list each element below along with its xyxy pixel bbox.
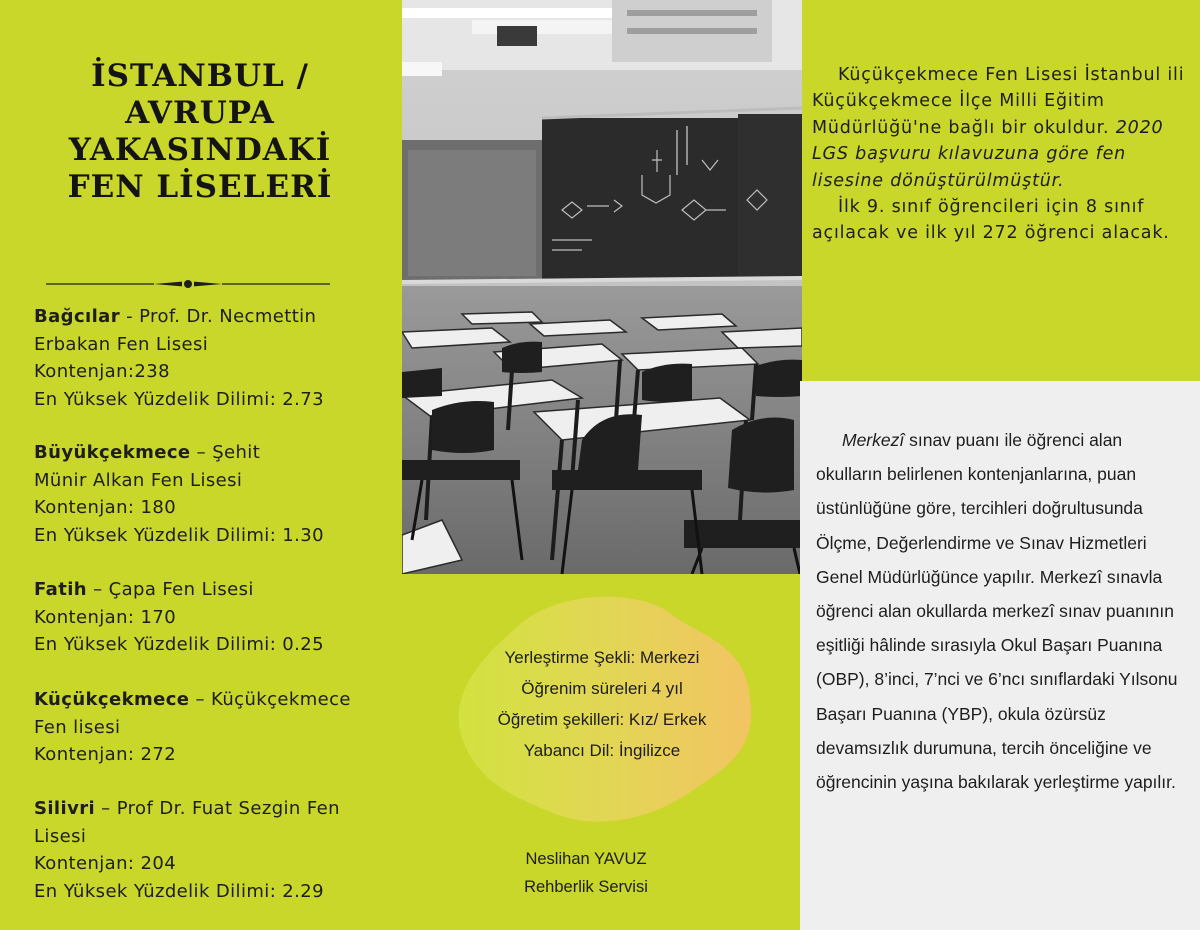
school-name: – Küçükçekmece (189, 689, 351, 710)
school-detail: Fen lisesi (34, 716, 121, 738)
school-name: - Prof. Dr. Necmettin (119, 306, 317, 327)
detail-duration: Öğrenim süreleri 4 yıl (521, 679, 683, 698)
district-name: Bağcılar (34, 306, 120, 327)
intro-text: Küçükçekmece Fen Lisesi İstanbul ili Küçükçekmece İlçe Milli Eğitim Müdürlüğü'ne bağlı bir okuldur. (812, 65, 1185, 138)
detail-education-type: Öğretim şekilleri: Kız/ Erkek (497, 710, 707, 729)
page-title (20, 58, 380, 206)
title-line: YAKASINDAKİ (68, 132, 332, 168)
intro-italic-text: 2020 LGS başvuru kılavuzuna göre fen lisesine dönüştürülmüştür. (812, 117, 1164, 191)
school-entry-silivri (34, 795, 384, 905)
school-entry-kucukcekmece (34, 686, 384, 769)
intro-paragraph (812, 62, 1190, 194)
school-name: – Çapa Fen Lisesi (86, 579, 254, 600)
district-name: Büyükçekmece (34, 442, 191, 463)
school-percentile: En Yüksek Yüzdelik Dilimi: 2.29 (34, 880, 324, 902)
district-name: Fatih (34, 579, 87, 600)
school-detail: Erbakan Fen Lisesi (34, 333, 209, 355)
school-percentile: En Yüksek Yüzdelik Dilimi: 2.73 (34, 388, 324, 410)
classroom-photo (402, 0, 802, 574)
placement-info-text (816, 423, 1186, 799)
title-line: FEN LİSELERİ (67, 169, 333, 205)
school-name: – Prof Dr. Fuat Sezgin Fen (95, 798, 340, 819)
school-name: – Şehit (190, 442, 261, 463)
school-percentile: En Yüksek Yüzdelik Dilimi: 0.25 (34, 634, 324, 655)
school-quota: Kontenjan: 180 (34, 497, 177, 518)
ornament-divider-left (46, 277, 330, 291)
detail-foreign-language: Yabancı Dil: İngilizce (523, 741, 681, 760)
district-name: Silivri (34, 798, 96, 819)
school-quota: Kontenjan: 204 (34, 853, 177, 874)
signature (486, 845, 686, 901)
school-detail: Münir Alkan Fen Lisesi (34, 469, 243, 491)
details-list (446, 642, 758, 766)
school-quota: Kontenjan: 170 (34, 606, 177, 628)
school-intro (812, 62, 1190, 247)
school-entry-buyukcekmece (34, 439, 384, 549)
left-column (0, 0, 400, 930)
details-blob (446, 588, 758, 838)
author-name: Neslihan YAVUZ (525, 850, 647, 868)
school-quota: Kontenjan: 272 (34, 744, 177, 765)
district-name: Küçükçekmece (34, 689, 190, 710)
school-percentile: En Yüksek Yüzdelik Dilimi: 1.30 (34, 524, 324, 546)
author-unit: Rehberlik Servisi (524, 878, 648, 896)
placement-info-panel (800, 381, 1200, 930)
intro-paragraph: İlk 9. sınıf öğrencileri için 8 sınıf açılacak ve ilk yıl 272 öğrenci alacak. (812, 197, 1170, 244)
school-entry-bagcilar (34, 303, 384, 413)
school-quota: Kontenjan:238 (34, 361, 170, 382)
detail-placement: Yerleştirme Şekli: Merkezi (504, 648, 700, 667)
title-line: AVRUPA (125, 95, 275, 131)
title-line: İSTANBUL / (91, 58, 309, 94)
info-body: sınav puanı ile öğrenci alan okulların belirlenen kontenjanlarına, puan üstünlüğüne göre, tercihleri doğrultusunda Ölçme, Değerlendirme ve Sınav Hizmetleri Genel Müdürlüğünce yapılır. Merkezî sınavla öğrenci alan okullarda merkezî sınav puanının eşitliği hâlinde sırasıyla Okul Başarı Puanına (OBP), 8’inci, 7’nci ve 6’ncı sınıflardaki Yılsonu Başarı Puanına (YBP), okula özürsüz devamsızlık durumuna, tercih önceliğine ve öğrencinin yaşına bakılarak yerleştirme yapılır. (816, 430, 1178, 793)
info-italic-lead: Merkezî (842, 430, 905, 450)
school-entry-fatih (34, 576, 384, 659)
school-detail: Lisesi (34, 825, 87, 847)
